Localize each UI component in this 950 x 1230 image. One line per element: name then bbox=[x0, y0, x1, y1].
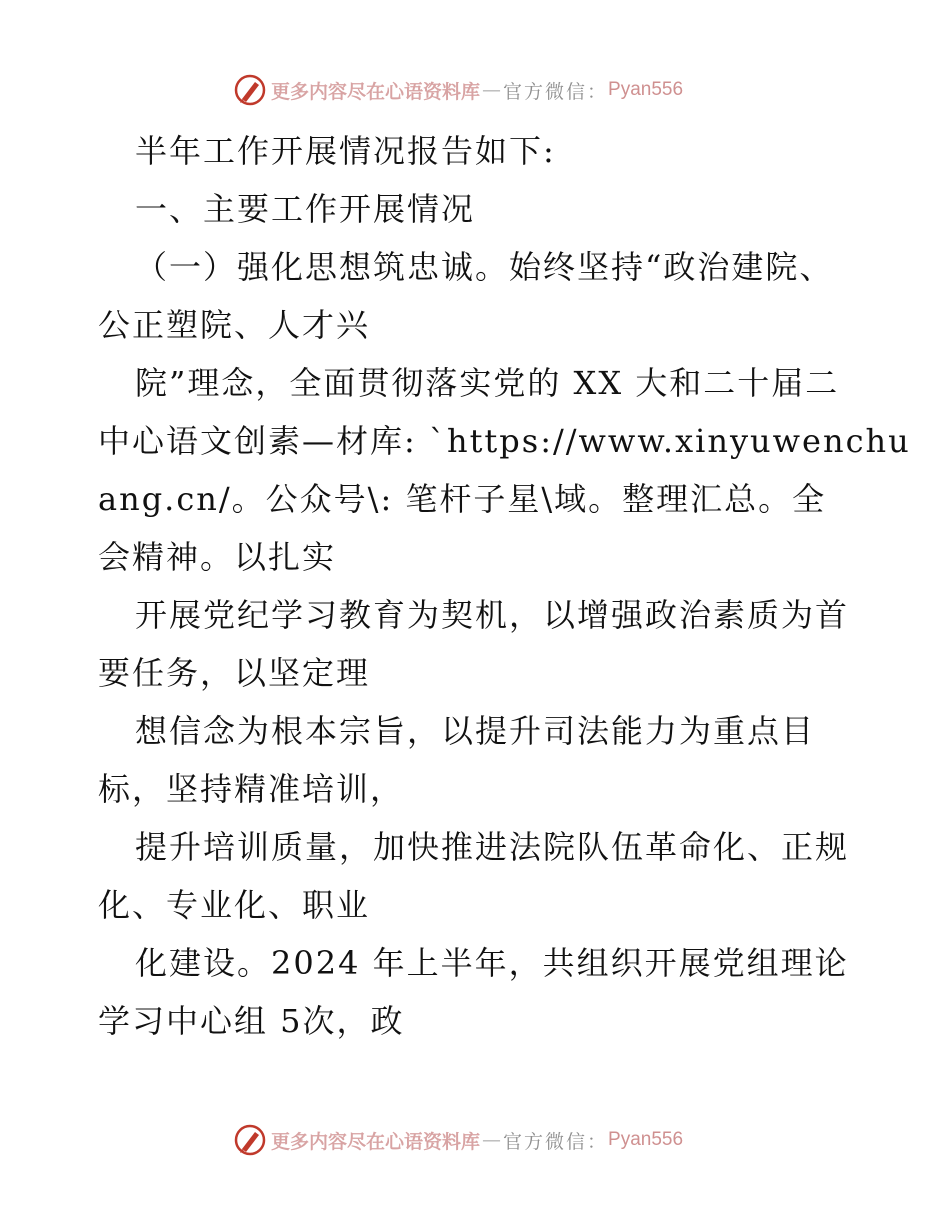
watermark-wechat-id: Pyan556 bbox=[608, 79, 684, 100]
footer-watermark bbox=[233, 1122, 683, 1158]
doc-line: 一、主要工作开展情况 bbox=[135, 190, 476, 228]
watermark-dash: — bbox=[482, 79, 502, 101]
doc-line: ang.cn/。公众号\: 笔杆子星\域。整理汇总。全 bbox=[98, 480, 827, 518]
pen-nib-logo-icon bbox=[233, 1123, 267, 1157]
document-body bbox=[98, 122, 911, 1050]
doc-line: 要任务，以坚定理 bbox=[98, 654, 371, 692]
doc-line: （一）强化思想筑忠诚。始终坚持“政治建院、 bbox=[135, 248, 834, 286]
doc-line: 化建设。2024 年上半年，共组织开展党组理论 bbox=[135, 944, 849, 982]
doc-line: 标，坚持精准培训， bbox=[98, 770, 405, 808]
doc-line: 中心语文创素—材库: `https://www.xinyuwenchu bbox=[98, 422, 911, 460]
watermark-site-text: 更多内容尽在心语资料库 bbox=[271, 1130, 481, 1153]
doc-line: 化、专业化、职业 bbox=[98, 886, 371, 924]
pen-nib-logo-icon bbox=[233, 73, 267, 107]
doc-line: 提升培训质量，加快推进法院队伍革命化、正规 bbox=[135, 828, 850, 866]
doc-line: 半年工作开展情况报告如下: bbox=[135, 132, 556, 170]
doc-line: 会精神。以扎实 bbox=[98, 538, 337, 576]
doc-line: 想信念为根本宗旨，以提升司法能力为重点目 bbox=[135, 712, 816, 750]
doc-line: 院”理念，全面贯彻落实党的 XX 大和二十届二 bbox=[135, 364, 840, 402]
watermark-dash: — bbox=[482, 1129, 502, 1151]
watermark-official-label: 官方微信： bbox=[503, 80, 609, 103]
watermark-wechat-id: Pyan556 bbox=[608, 1129, 684, 1150]
doc-line: 公正塑院、人才兴 bbox=[98, 306, 371, 344]
doc-line: 开展党纪学习教育为契机，以增强政治素质为首 bbox=[135, 596, 850, 634]
watermark-official-label: 官方微信： bbox=[503, 1130, 609, 1153]
watermark-site-text: 更多内容尽在心语资料库 bbox=[271, 80, 481, 103]
header-watermark bbox=[233, 72, 683, 108]
doc-line: 学习中心组 5次，政 bbox=[98, 1002, 405, 1040]
